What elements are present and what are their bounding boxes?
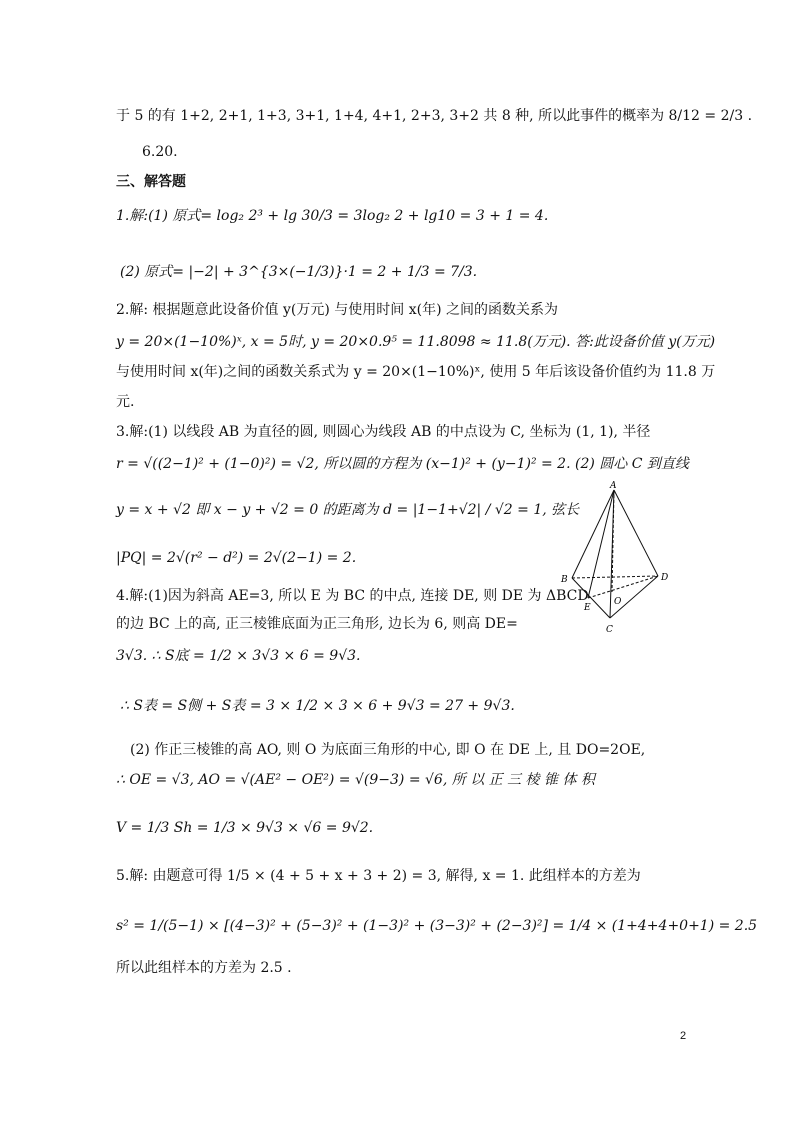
text-line-4: 1.解:(1) 原式= log₂ 2³ + lg 30/3 = 3log₂ 2 + lg10 = 3 + 1 = 4.: [116, 208, 549, 224]
page-number: 2: [680, 1030, 687, 1042]
text-line-8: 与使用时间 x(年)之间的函数关系式为 y = 20×(1−10%)ˣ, 使用 5 年后该设备价值约为 11.8 万: [116, 364, 716, 380]
vertex-label-B: B: [561, 575, 568, 585]
text-line-18: (2) 作正三棱锥的高 AO, 则 O 为底面三角形的中心, 即 O 在 DE 上, 且 DO=2OE,: [130, 742, 646, 758]
text-line-19: ∴ OE = √3, AO = √(AE² − OE²) = √(9−3) = √6, 所 以 正 三 棱 锥 体 积: [116, 772, 595, 788]
vertex-label-C: C: [606, 625, 613, 635]
text-line-22: s² = 1/(5−1) × [(4−3)² + (5−3)² + (1−3)² + (3−3)² + (2−3)²] = 1/4 × (1+4+4+0+1) = 2.5: [116, 918, 758, 934]
vertex-label-O: O: [614, 597, 622, 607]
vertex-label-E: E: [584, 603, 591, 613]
text-line-7: y = 20×(1−10%)ˣ, x = 5时, y = 20×0.9⁵ = 11.8098 ≈ 11.8(万元). 答:此设备价值 y(万元): [116, 334, 716, 350]
text-line-10: 3.解:(1) 以线段 AB 为直径的圆, 则圆心为线段 AB 的中点设为 C, 坐标为 (1, 1), 半径: [116, 424, 651, 440]
text-line-11: r = √((2−1)² + (1−0)²) = √2, 所以圆的方程为 (x−1)² + (y−1)² = 2. (2) 圆心 C 到直线: [116, 456, 689, 472]
text-line-2: 6.20.: [142, 144, 178, 160]
text-line-13: |PQ| = 2√(r² − d²) = 2√(2−1) = 2.: [116, 550, 357, 566]
vertex-label-D: D: [661, 573, 669, 583]
text-line-21: 5.解: 由题意可得 1/5 × (4 + 5 + x + 3 + 2) = 3, 解得, x = 1. 此组样本的方差为: [116, 868, 641, 884]
text-line-14: 4.解:(1)因为斜高 AE=3, 所以 E 为 BC 的中点, 连接 DE, 则 DE 为 ΔBCD: [116, 588, 589, 604]
section-heading: 三、解答题: [116, 174, 186, 190]
text-line-1: 于 5 的有 1+2, 2+1, 1+3, 3+1, 1+4, 4+1, 2+3, 3+2 共 8 种, 所以此事件的概率为 8/12 = 2/3 .: [116, 108, 753, 124]
vertex-label-A: A: [610, 481, 617, 491]
text-line-20: V = 1/3 Sh = 1/3 × 9√3 × √6 = 9√2.: [116, 820, 374, 836]
text-line-6: 2.解: 根据题意此设备价值 y(万元) 与使用时间 x(年) 之间的函数关系为: [116, 302, 558, 318]
text-line-5: (2) 原式= |−2| + 3^{3×(−1/3)}·1 = 2 + 1/3 = 7/3.: [120, 264, 478, 280]
text-line-9: 元.: [116, 394, 135, 410]
text-line-23: 所以此组样本的方差为 2.5 .: [116, 960, 292, 976]
text-line-17: ∴ S表 = S侧 + S表 = 3 × 1/2 × 3 × 6 + 9√3 = 27 + 9√3.: [120, 698, 515, 714]
pyramid-figure: [558, 480, 688, 638]
text-line-16: 3√3. ∴ S底 = 1/2 × 3√3 × 6 = 9√3.: [116, 648, 361, 664]
text-line-15: 的边 BC 上的高, 正三棱锥底面为正三角形, 边长为 6, 则高 DE=: [116, 616, 518, 632]
text-line-12: y = x + √2 即 x − y + √2 = 0 的距离为 d = |1−1+√2| / √2 = 1, 弦长: [116, 502, 580, 518]
